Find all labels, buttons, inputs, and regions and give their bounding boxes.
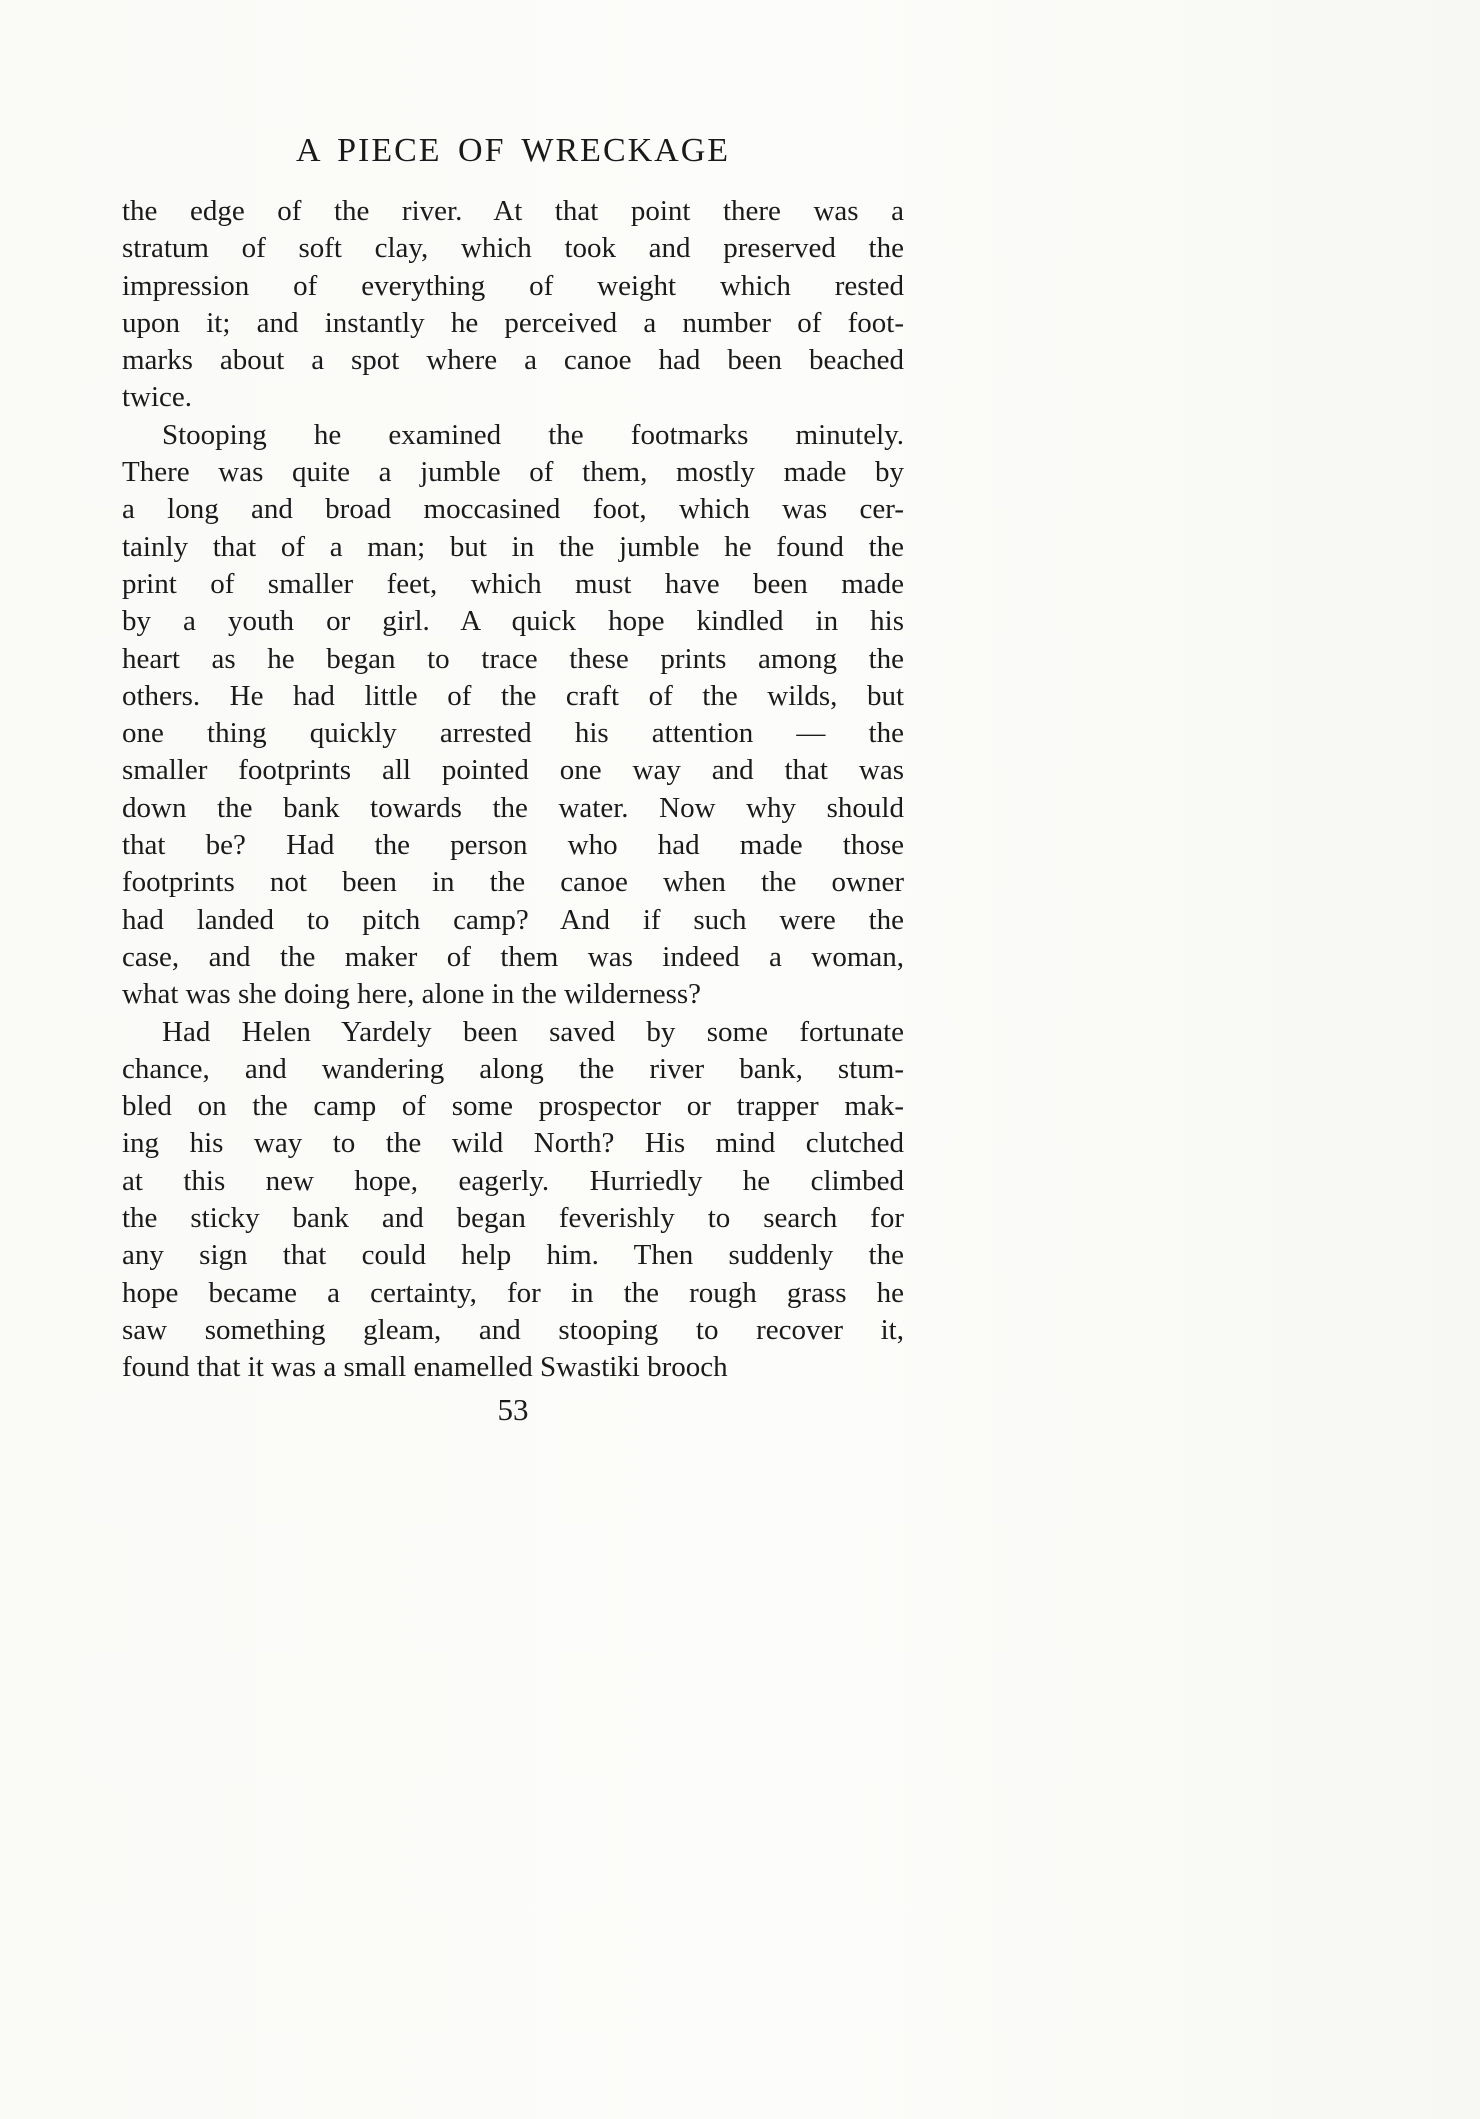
text-line: case, and the maker of them was indeed a woman,: [122, 940, 904, 973]
text-line: smaller footprints all pointed one way and that was: [122, 754, 904, 787]
text-line: found that it was a small enamelled Swastiki brooch: [122, 1351, 728, 1384]
text-line: marks about a spot where a canoe had been beached: [122, 344, 904, 377]
text-line: had landed to pitch camp? And if such were the: [122, 903, 904, 936]
text-line: print of smaller feet, which must have been made: [122, 567, 904, 600]
text-line: what was she doing here, alone in the wilderness?: [122, 978, 702, 1011]
text-line: upon it; and instantly he perceived a number of foot-: [122, 306, 904, 339]
text-line: by a youth or girl. A quick hope kindled in his: [122, 605, 904, 638]
text-line: Stooping he examined the footmarks minutely.: [162, 418, 904, 451]
text-line: twice.: [122, 381, 193, 414]
running-header: A PIECE OF WRECKAGE: [295, 132, 731, 169]
text-line: impression of everything of weight which rested: [122, 269, 904, 302]
text-line: Had Helen Yardely been saved by some fortunate: [162, 1015, 904, 1048]
text-line: down the bank towards the water. Now why should: [122, 791, 904, 824]
text-line: There was quite a jumble of them, mostly made by: [122, 456, 904, 489]
text-line: ing his way to the wild North? His mind clutched: [122, 1127, 904, 1160]
text-line: saw something gleam, and stooping to recover it,: [122, 1313, 904, 1346]
text-line: any sign that could help him. Then suddenly the: [122, 1239, 904, 1272]
text-line: footprints not been in the canoe when the owner: [122, 866, 904, 899]
text-line: bled on the camp of some prospector or trapper mak-: [122, 1090, 904, 1123]
text-line: heart as he began to trace these prints among the: [122, 642, 904, 675]
text-line: others. He had little of the craft of the wilds, but: [122, 679, 904, 712]
text-line: hope became a certainty, for in the rough grass he: [122, 1276, 904, 1309]
page-number: 53: [497, 1392, 529, 1427]
text-line: the sticky bank and began feverishly to search for: [122, 1202, 904, 1235]
text-line: one thing quickly arrested his attention — the: [122, 717, 904, 750]
text-line: that be? Had the person who had made those: [122, 829, 904, 862]
text-line: the edge of the river. At that point there was a: [122, 195, 904, 227]
text-line: chance, and wandering along the river bank, stum-: [122, 1052, 904, 1085]
text-line: tainly that of a man; but in the jumble he found the: [122, 530, 904, 563]
text-line: at this new hope, eagerly. Hurriedly he climbed: [122, 1164, 904, 1197]
text-line: stratum of soft clay, which took and preserved the: [122, 232, 904, 265]
text-line: a long and broad moccasined foot, which was cer-: [122, 493, 904, 526]
page-body: [122, 193, 904, 1387]
